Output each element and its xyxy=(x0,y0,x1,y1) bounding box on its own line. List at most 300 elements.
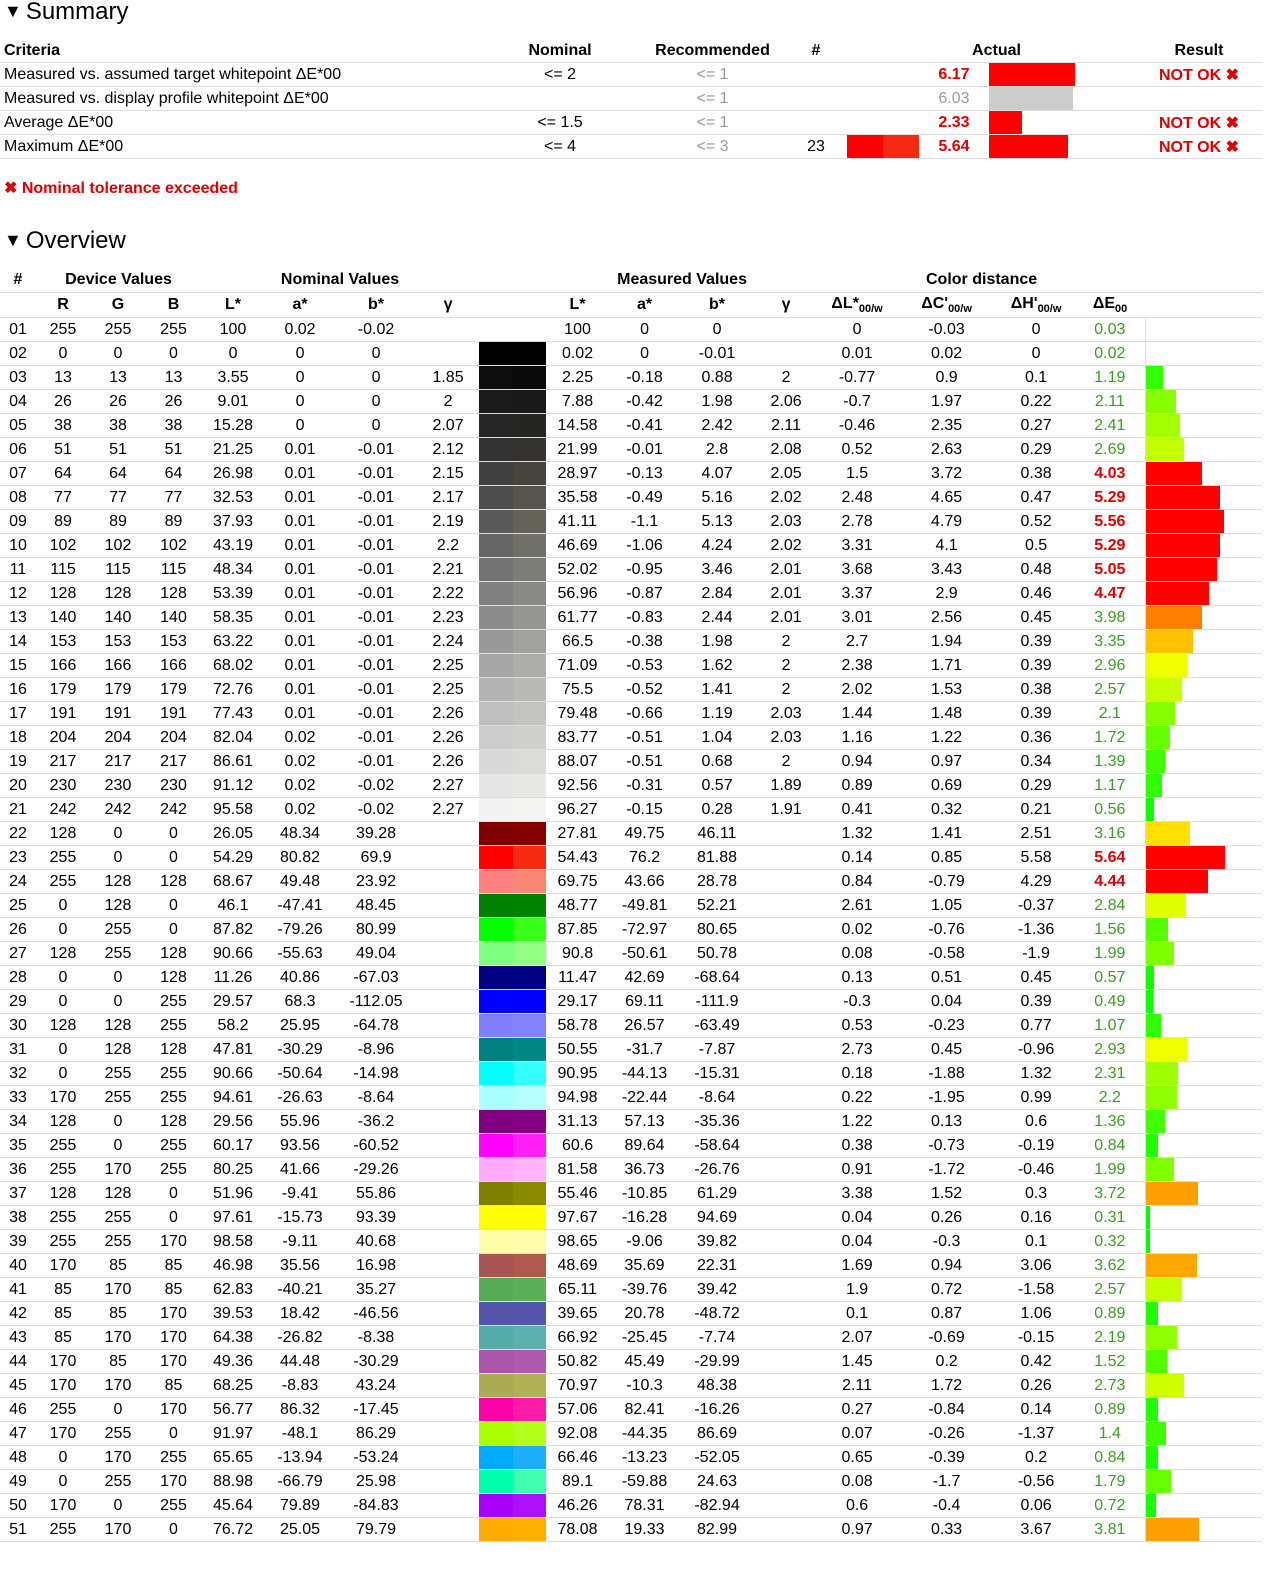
device-g-cell: 128 xyxy=(90,870,146,894)
delta-c-cell: 3.72 xyxy=(896,462,997,486)
delta-e-bar xyxy=(1146,486,1220,509)
measured-a-cell: -0.66 xyxy=(609,702,680,726)
delta-e-bar-cell xyxy=(1145,414,1262,438)
measured-gamma-cell xyxy=(754,1110,818,1134)
device-b-cell: 0 xyxy=(146,918,201,942)
patch-number-cell: 25 xyxy=(0,894,36,918)
actual-bar xyxy=(989,135,1068,158)
device-r-cell: 179 xyxy=(36,678,90,702)
nominal-gamma-cell xyxy=(417,1086,479,1110)
device-r-cell: 255 xyxy=(36,1134,90,1158)
device-b-cell: 242 xyxy=(146,798,201,822)
overview-row xyxy=(0,1278,1262,1302)
measured-a-cell: -0.52 xyxy=(609,678,680,702)
delta-c-cell: -0.03 xyxy=(896,318,997,342)
color-swatch xyxy=(479,1110,546,1133)
nominal-l-cell: 11.26 xyxy=(201,966,265,990)
patch-number-cell: 05 xyxy=(0,414,36,438)
delta-h-cell: 0.06 xyxy=(997,1494,1075,1518)
nominal-l-cell: 15.28 xyxy=(201,414,265,438)
nominal-a-cell: 68.3 xyxy=(265,990,335,1014)
measured-gamma-cell xyxy=(754,1278,818,1302)
device-g-cell: 0 xyxy=(90,990,146,1014)
nominal-b-cell: -0.02 xyxy=(335,318,417,342)
measured-b-cell: -35.36 xyxy=(680,1110,754,1134)
device-b-cell: 0 xyxy=(146,1518,201,1542)
color-swatch xyxy=(479,726,546,749)
summary-heading[interactable] xyxy=(4,0,129,26)
delta-h-cell: 0.3 xyxy=(997,1182,1075,1206)
measured-a-cell: -13.23 xyxy=(609,1446,680,1470)
delta-e-bar-cell xyxy=(1145,918,1262,942)
delta-e-bar xyxy=(1146,390,1176,413)
delta-e-bar-cell xyxy=(1145,678,1262,702)
device-b-cell: 170 xyxy=(146,1230,201,1254)
overview-heading[interactable] xyxy=(4,226,126,255)
delta-e-cell: 2.69 xyxy=(1075,438,1145,462)
color-swatch xyxy=(479,654,546,677)
nominal-l-cell: 29.56 xyxy=(201,1110,265,1134)
patch-number-cell: 29 xyxy=(0,990,36,1014)
delta-l-cell: 0.13 xyxy=(818,966,896,990)
delta-l-cell: 3.68 xyxy=(818,558,896,582)
delta-e-bar xyxy=(1146,990,1153,1013)
nominal-gamma-cell: 2.07 xyxy=(417,414,479,438)
measured-l-cell: 98.65 xyxy=(546,1230,609,1254)
delta-c-cell: -1.95 xyxy=(896,1086,997,1110)
delta-l-cell: 0.65 xyxy=(818,1446,896,1470)
delta-h-cell: 0.39 xyxy=(997,702,1075,726)
delta-c-cell: -0.23 xyxy=(896,1014,997,1038)
measured-a-cell: -16.28 xyxy=(609,1206,680,1230)
nominal-gamma-cell xyxy=(417,1398,479,1422)
device-b-cell: 128 xyxy=(146,1038,201,1062)
measured-b-cell: 5.16 xyxy=(680,486,754,510)
nominal-b-cell: -46.56 xyxy=(335,1302,417,1326)
device-r-cell: 166 xyxy=(36,654,90,678)
color-swatch xyxy=(479,822,546,845)
delta-h-cell: 0.46 xyxy=(997,582,1075,606)
delta-e-bar-cell xyxy=(1145,510,1262,534)
device-r-cell: 255 xyxy=(36,318,90,342)
device-r-cell: 170 xyxy=(36,1086,90,1110)
overview-row xyxy=(0,702,1262,726)
delta-e-cell: 1.79 xyxy=(1075,1470,1145,1494)
delta-c-cell: 1.94 xyxy=(896,630,997,654)
device-g-cell: 255 xyxy=(90,918,146,942)
color-swatch xyxy=(479,1470,546,1493)
result-cell: NOT OK ✖ xyxy=(1136,111,1262,135)
nominal-a-cell: -50.64 xyxy=(265,1062,335,1086)
delta-l-cell: 2.02 xyxy=(818,678,896,702)
delta-c-cell: 1.52 xyxy=(896,1182,997,1206)
delta-h-cell: 5.58 xyxy=(997,846,1075,870)
delta-l-cell: 3.38 xyxy=(818,1182,896,1206)
measured-b-cell: -7.87 xyxy=(680,1038,754,1062)
nominal-a-cell: 0.01 xyxy=(265,582,335,606)
nominal-b-cell: -29.26 xyxy=(335,1158,417,1182)
delta-l-cell: 0.41 xyxy=(818,798,896,822)
delta-e-bar-cell xyxy=(1145,366,1262,390)
device-r-cell: 0 xyxy=(36,966,90,990)
delta-e-bar xyxy=(1146,1206,1150,1229)
delta-c-cell: -1.72 xyxy=(896,1158,997,1182)
delta-e-cell: 5.29 xyxy=(1075,486,1145,510)
delta-l-cell: 0.08 xyxy=(818,1470,896,1494)
delta-c-cell: 4.65 xyxy=(896,486,997,510)
device-g-cell: 77 xyxy=(90,486,146,510)
delta-h-cell: 0.29 xyxy=(997,774,1075,798)
nominal-b-cell: 86.29 xyxy=(335,1422,417,1446)
criteria-header: Criteria xyxy=(0,40,480,63)
nominal-b-cell: 49.04 xyxy=(335,942,417,966)
delta-h-cell: 0.39 xyxy=(997,990,1075,1014)
delta-h-cell: -1.36 xyxy=(997,918,1075,942)
delta-e-bar-cell xyxy=(1145,606,1262,630)
measured-gamma-cell xyxy=(754,342,818,366)
nominal-a-cell: 0 xyxy=(265,414,335,438)
nominal-gamma-cell: 2.21 xyxy=(417,558,479,582)
delta-l-cell: 2.73 xyxy=(818,1038,896,1062)
swatch-header xyxy=(479,293,546,318)
device-r-cell: 64 xyxy=(36,462,90,486)
nominal-b-cell: -0.01 xyxy=(335,534,417,558)
measured-a-cell: -0.51 xyxy=(609,726,680,750)
patch-number-cell: 03 xyxy=(0,366,36,390)
delta-e-cell: 5.29 xyxy=(1075,534,1145,558)
measured-a-cell: -0.95 xyxy=(609,558,680,582)
color-swatch xyxy=(479,1038,546,1061)
collapse-triangle-icon[interactable]: ▼ xyxy=(4,230,22,250)
overview-row xyxy=(0,678,1262,702)
patch-number-cell: 28 xyxy=(0,966,36,990)
delta-c-cell: 2.9 xyxy=(896,582,997,606)
delta-l-cell: 0.38 xyxy=(818,1134,896,1158)
device-b-cell: 38 xyxy=(146,414,201,438)
device-b-cell: 179 xyxy=(146,678,201,702)
measured-gamma-cell: 2.01 xyxy=(754,606,818,630)
measured-gamma-cell: 2.03 xyxy=(754,726,818,750)
measured-l-cell: 46.69 xyxy=(546,534,609,558)
measured-a-cell: -0.01 xyxy=(609,438,680,462)
nominal-a-cell: 25.95 xyxy=(265,1014,335,1038)
nominal-gamma-cell: 2.26 xyxy=(417,726,479,750)
nominal-b-cell: -67.03 xyxy=(335,966,417,990)
measured-b-cell: 4.24 xyxy=(680,534,754,558)
color-swatch xyxy=(479,582,546,605)
color-swatch xyxy=(479,630,546,653)
measured-a-cell: -0.18 xyxy=(609,366,680,390)
measured-l-cell: 96.27 xyxy=(546,798,609,822)
nominal-l-cell: 49.36 xyxy=(201,1350,265,1374)
measured-b-cell: -111.9 xyxy=(680,990,754,1014)
nominal-b-cell: -0.01 xyxy=(335,654,417,678)
device-g-cell: 64 xyxy=(90,462,146,486)
delta-e-bar xyxy=(1146,1182,1198,1205)
color-swatch xyxy=(479,1086,546,1109)
delta-l-cell: 0.89 xyxy=(818,774,896,798)
patch-number-cell: 46 xyxy=(0,1398,36,1422)
device-r-cell: 255 xyxy=(36,1206,90,1230)
delta-e-bar-cell xyxy=(1145,1062,1262,1086)
delta-c-cell: -0.26 xyxy=(896,1422,997,1446)
color-swatch xyxy=(479,558,546,581)
delta-h-cell: 0.38 xyxy=(997,678,1075,702)
nominal-a-cell: -40.21 xyxy=(265,1278,335,1302)
measured-gamma-cell xyxy=(754,1374,818,1398)
delta-e-bar-cell xyxy=(1145,1134,1262,1158)
color-swatch xyxy=(479,1326,546,1349)
device-g-cell: 204 xyxy=(90,726,146,750)
color-swatch-cell xyxy=(479,1230,546,1254)
measured-gamma-cell xyxy=(754,318,818,342)
delta-c-cell: 1.97 xyxy=(896,390,997,414)
patch-number-cell: 06 xyxy=(0,438,36,462)
measured-gamma-cell: 2.05 xyxy=(754,462,818,486)
device-g-cell: 179 xyxy=(90,678,146,702)
nominal-gamma-cell: 2 xyxy=(417,390,479,414)
color-swatch xyxy=(479,1134,546,1157)
measured-l-cell: 54.43 xyxy=(546,846,609,870)
delta-l-cell: 0.94 xyxy=(818,750,896,774)
nominal-l-cell: 53.39 xyxy=(201,582,265,606)
measured-b-cell: 39.42 xyxy=(680,1278,754,1302)
nominal-a-cell: -47.41 xyxy=(265,894,335,918)
patch-number-cell: 32 xyxy=(0,1062,36,1086)
delta-e-cell: 2.2 xyxy=(1075,1086,1145,1110)
device-g-cell: 0 xyxy=(90,822,146,846)
delta-c-cell: 0.87 xyxy=(896,1302,997,1326)
measured-b-cell: -15.31 xyxy=(680,1062,754,1086)
measured-l-cell: 57.06 xyxy=(546,1398,609,1422)
delta-l-cell: 1.44 xyxy=(818,702,896,726)
nominal-gamma-cell xyxy=(417,1182,479,1206)
overview-row xyxy=(0,342,1262,366)
delta-e-cell: 1.56 xyxy=(1075,918,1145,942)
device-r-cell: 77 xyxy=(36,486,90,510)
device-r-cell: 255 xyxy=(36,870,90,894)
measured-l-cell: 89.1 xyxy=(546,1470,609,1494)
nominal-gamma-cell: 2.19 xyxy=(417,510,479,534)
device-r-cell: 128 xyxy=(36,1182,90,1206)
nominal-cell: <= 2 xyxy=(480,63,640,87)
delta-e-cell: 2.73 xyxy=(1075,1374,1145,1398)
patch-number-cell: 47 xyxy=(0,1422,36,1446)
color-swatch-cell xyxy=(479,1014,546,1038)
nominal-l-cell: 65.65 xyxy=(201,1446,265,1470)
color-swatch-cell xyxy=(479,1278,546,1302)
overview-row xyxy=(0,1158,1262,1182)
nominal-l-cell: 47.81 xyxy=(201,1038,265,1062)
measured-b-cell: 22.31 xyxy=(680,1254,754,1278)
nominal-a-cell: -55.63 xyxy=(265,942,335,966)
delta-e-cell: 1.4 xyxy=(1075,1422,1145,1446)
nominal-b-cell: -0.01 xyxy=(335,678,417,702)
measured-l-cell: 66.46 xyxy=(546,1446,609,1470)
device-g-cell: 166 xyxy=(90,654,146,678)
nominal-l-cell: 68.25 xyxy=(201,1374,265,1398)
device-g-cell: 255 xyxy=(90,942,146,966)
delta-l-cell: 1.22 xyxy=(818,1110,896,1134)
device-g-cell: 102 xyxy=(90,534,146,558)
recommended-cell: <= 1 xyxy=(640,111,785,135)
measured-l-cell: 50.55 xyxy=(546,1038,609,1062)
delta-e-cell: 1.99 xyxy=(1075,1158,1145,1182)
nominal-gamma-cell: 2.12 xyxy=(417,438,479,462)
nominal-a-cell: 0.01 xyxy=(265,558,335,582)
color-swatch-cell xyxy=(479,870,546,894)
nominal-gamma-header: γ xyxy=(417,293,479,318)
measured-a-cell: -0.49 xyxy=(609,486,680,510)
delta-e-cell: 1.07 xyxy=(1075,1014,1145,1038)
color-swatch-cell xyxy=(479,1470,546,1494)
nominal-gamma-cell xyxy=(417,1446,479,1470)
patch-number-cell: 04 xyxy=(0,390,36,414)
measured-l-cell: 65.11 xyxy=(546,1278,609,1302)
delta-l-cell: 0.08 xyxy=(818,942,896,966)
measured-b-cell: 4.07 xyxy=(680,462,754,486)
color-swatch xyxy=(479,1446,546,1469)
color-swatch-cell xyxy=(479,318,546,342)
nominal-l-cell: 100 xyxy=(201,318,265,342)
nominal-gamma-cell xyxy=(417,1494,479,1518)
delta-l-cell: 0.14 xyxy=(818,846,896,870)
device-g-cell: 85 xyxy=(90,1254,146,1278)
device-r-cell: 26 xyxy=(36,390,90,414)
nominal-b-cell: -64.78 xyxy=(335,1014,417,1038)
delta-h-cell: 0.45 xyxy=(997,606,1075,630)
delta-c-cell: -0.3 xyxy=(896,1230,997,1254)
delta-e-cell: 0.49 xyxy=(1075,990,1145,1014)
measured-l-cell: 58.78 xyxy=(546,1014,609,1038)
color-swatch xyxy=(479,486,546,509)
measured-a-cell: -0.83 xyxy=(609,606,680,630)
measured-l-cell: 56.96 xyxy=(546,582,609,606)
measured-gamma-cell xyxy=(754,1254,818,1278)
delta-h-cell: -0.56 xyxy=(997,1470,1075,1494)
delta-h-cell: 0.45 xyxy=(997,966,1075,990)
measured-b-cell: 39.82 xyxy=(680,1230,754,1254)
delta-e-bar xyxy=(1146,1158,1174,1181)
nominal-l-cell: 32.53 xyxy=(201,486,265,510)
nominal-gamma-cell xyxy=(417,1158,479,1182)
delta-c-cell: 2.56 xyxy=(896,606,997,630)
device-b-cell: 204 xyxy=(146,726,201,750)
nominal-a-cell: -9.41 xyxy=(265,1182,335,1206)
device-r-cell: 0 xyxy=(36,918,90,942)
delta-e-bar-cell xyxy=(1145,462,1262,486)
nominal-values-header: Nominal Values xyxy=(201,268,479,293)
nominal-b-cell: 48.45 xyxy=(335,894,417,918)
color-swatch xyxy=(479,870,546,893)
patch-number-cell: 39 xyxy=(0,1230,36,1254)
color-swatch-cell xyxy=(479,774,546,798)
delta-l-cell: 0.97 xyxy=(818,1518,896,1542)
measured-a-cell: 26.57 xyxy=(609,1014,680,1038)
collapse-triangle-icon[interactable]: ▼ xyxy=(4,1,22,21)
delta-h-cell: 0.52 xyxy=(997,510,1075,534)
measured-b-cell: 81.88 xyxy=(680,846,754,870)
actual-bar xyxy=(989,111,1022,134)
delta-e-cell: 0.56 xyxy=(1075,798,1145,822)
delta-c-cell: 0.72 xyxy=(896,1278,997,1302)
device-g-cell: 128 xyxy=(90,582,146,606)
nominal-b-cell: -112.05 xyxy=(335,990,417,1014)
nominal-gamma-cell xyxy=(417,918,479,942)
device-b-cell: 170 xyxy=(146,1350,201,1374)
delta-c-cell: 3.43 xyxy=(896,558,997,582)
delta-c-cell: 0.85 xyxy=(896,846,997,870)
delta-l-cell: 2.48 xyxy=(818,486,896,510)
nominal-a-cell: 0.02 xyxy=(265,318,335,342)
nominal-a-cell: 0.02 xyxy=(265,798,335,822)
nominal-b-cell: -0.01 xyxy=(335,582,417,606)
overview-row xyxy=(0,990,1262,1014)
delta-e-cell: 0.89 xyxy=(1075,1398,1145,1422)
measured-b-cell: 46.11 xyxy=(680,822,754,846)
nominal-l-cell: 98.58 xyxy=(201,1230,265,1254)
criteria-cell: Average ΔE*00 xyxy=(0,111,480,135)
color-swatch-cell xyxy=(479,1254,546,1278)
delta-e-bar-cell xyxy=(1145,870,1262,894)
delta-e-cell: 2.19 xyxy=(1075,1326,1145,1350)
color-swatch xyxy=(479,750,546,773)
summary-row xyxy=(0,87,1262,111)
delta-e-bar xyxy=(1146,1014,1161,1037)
nominal-b-cell: -84.83 xyxy=(335,1494,417,1518)
measured-b-cell: 61.29 xyxy=(680,1182,754,1206)
measured-a-cell: 45.49 xyxy=(609,1350,680,1374)
measured-l-cell: 97.67 xyxy=(546,1206,609,1230)
overview-row xyxy=(0,1422,1262,1446)
delta-c-cell: 0.2 xyxy=(896,1350,997,1374)
nominal-b-cell: -30.29 xyxy=(335,1350,417,1374)
delta-c-cell: 0.45 xyxy=(896,1038,997,1062)
overview-title: Overview xyxy=(25,227,126,254)
device-b-cell: 170 xyxy=(146,1326,201,1350)
delta-e-bar-cell xyxy=(1145,1086,1262,1110)
result-cell xyxy=(1136,87,1262,111)
device-r-cell: 128 xyxy=(36,822,90,846)
color-swatch-cell xyxy=(479,846,546,870)
nominal-b-cell: -0.01 xyxy=(335,558,417,582)
color-swatch-cell xyxy=(479,654,546,678)
color-swatch xyxy=(479,942,546,965)
delta-e-bar-cell xyxy=(1145,1110,1262,1134)
delta-e-cell: 3.62 xyxy=(1075,1254,1145,1278)
measured-b-cell: 82.99 xyxy=(680,1518,754,1542)
g-header: G xyxy=(90,293,146,318)
measured-b-cell: 0.28 xyxy=(680,798,754,822)
device-r-cell: 85 xyxy=(36,1302,90,1326)
delta-h-cell: -0.46 xyxy=(997,1158,1075,1182)
device-r-cell: 85 xyxy=(36,1326,90,1350)
spacer-header xyxy=(1074,40,1136,63)
nominal-a-cell: -66.79 xyxy=(265,1470,335,1494)
delta-e-bar xyxy=(1146,942,1174,965)
color-swatch-cell xyxy=(479,966,546,990)
device-b-cell: 89 xyxy=(146,510,201,534)
delta-e-bar-cell xyxy=(1145,894,1262,918)
patch-number-cell: 31 xyxy=(0,1038,36,1062)
color-swatch xyxy=(479,438,546,461)
delta-c-cell: 1.22 xyxy=(896,726,997,750)
delta-e-bar xyxy=(1146,462,1202,485)
color-swatch-cell xyxy=(479,702,546,726)
color-swatch xyxy=(479,1374,546,1397)
nominal-gamma-cell xyxy=(417,942,479,966)
delta-e-cell: 2.41 xyxy=(1075,414,1145,438)
